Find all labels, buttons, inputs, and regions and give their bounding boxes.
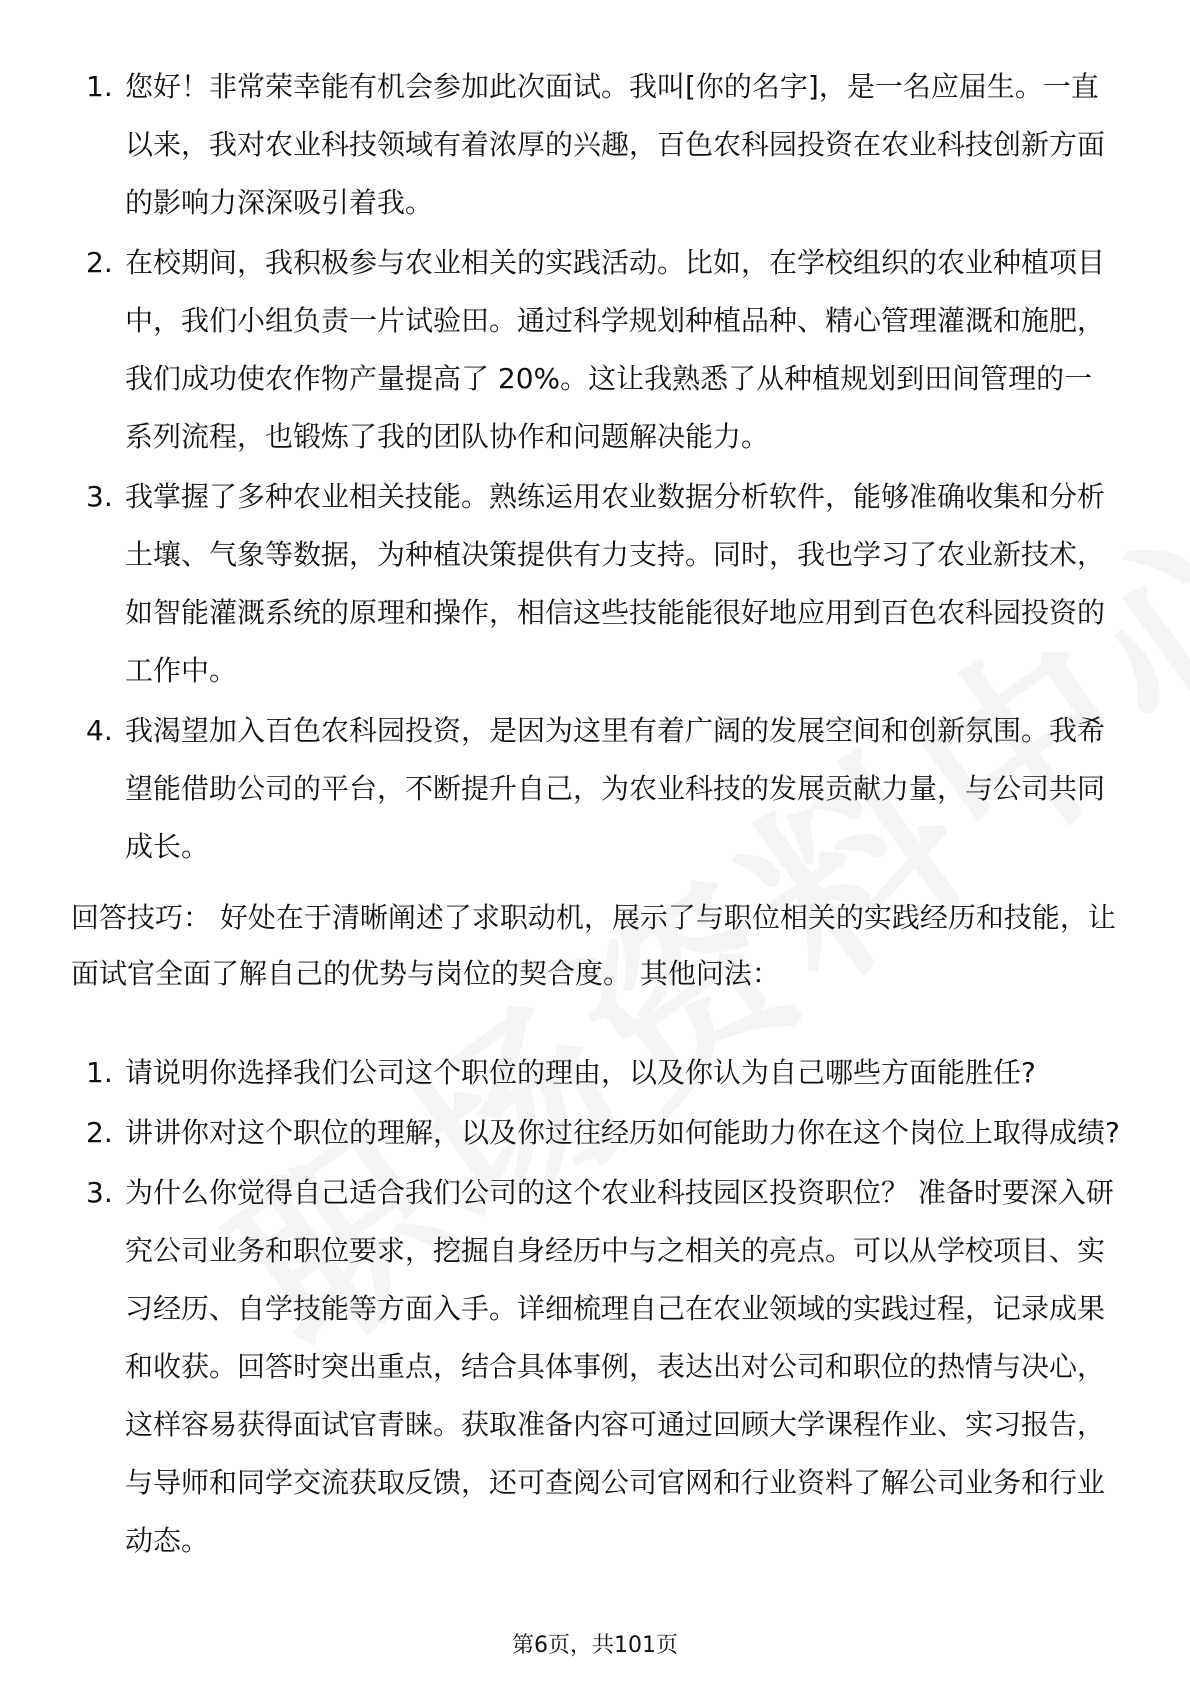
list-text: 为什么你觉得自己适合我们公司的这个农业科技园区投资职位？ 准备时要深入研究公司业务和职位要求，挖掘自身经历中与之相关的亮点。可以从学校项目、实习经历、自学技能等方面入手。详细梳理自己在农业领域的实践过程，记录成果和收获。回答时突出重点，结合具体事例，表达出对公司和职位的热情与决心，这样容易获得面试官青睐。获取准备内容可通过回顾大学课程作业、实习报告，与导师和同学交流获取反馈，还可查阅公司官网和行业资料了解公司业务和行业动态。 bbox=[125, 1176, 1114, 1557]
list-text: 在校期间，我积极参与农业相关的实践活动。比如，在学校组织的农业种植项目中，我们小组负责一片试验田。通过科学规划种植品种、精心管理灌溉和施肥，我们成功使农作物产量提高了 20%。这让我熟悉了从种植规划到田间管理的一系列流程，也锻炼了我的团队协作和问题解决能力。 bbox=[125, 246, 1106, 453]
list-number: 2. bbox=[86, 1116, 113, 1149]
list-number: 4. bbox=[86, 714, 113, 747]
list-number: 1. bbox=[86, 70, 113, 103]
list-text: 我掌握了多种农业相关技能。熟练运用农业数据分析软件，能够准确收集和分析土壤、气象等数据，为种植决策提供有力支持。同时，我也学习了农业新技术，如智能灌溉系统的原理和操作，相信这些技能能很好地应用到百色农科园投资的工作中。 bbox=[125, 480, 1106, 687]
answer-list bbox=[0, 58, 1120, 878]
list-item bbox=[0, 234, 1120, 466]
list-text: 您好！非常荣幸能有机会参加此次面试。我叫[你的名字]，是一名应届生。一直以来，我对农业科技领域有着浓厚的兴趣，百色农科园投资在农业科技创新方面的影响力深深吸引着我。 bbox=[125, 70, 1106, 219]
list-text: 我渴望加入百色农科园投资，是因为这里有着广阔的发展空间和创新氛围。我希望能借助公司的平台，不断提升自己，为农业科技的发展贡献力量，与公司共同成长。 bbox=[125, 714, 1106, 863]
list-text: 讲讲你对这个职位的理解，以及你过往经历如何能助力你在这个岗位上取得成绩? bbox=[125, 1116, 1120, 1149]
list-item bbox=[0, 468, 1120, 700]
list-number: 3. bbox=[86, 480, 113, 513]
list-text: 请说明你选择我们公司这个职位的理由，以及你认为自己哪些方面能胜任? bbox=[125, 1056, 1036, 1089]
list-number: 2. bbox=[86, 246, 113, 279]
list-item bbox=[0, 1104, 1120, 1162]
page-number: 第6页，共101页 bbox=[512, 1633, 678, 1658]
list-item bbox=[0, 1044, 1120, 1102]
list-item bbox=[0, 58, 1120, 232]
answer-tips-paragraph: 回答技巧： 好处在于清晰阐述了求职动机，展示了与职位相关的实践经历和技能，让面试官全面了解自己的优势与岗位的契合度。 其他问法： bbox=[71, 901, 1116, 990]
list-number: 1. bbox=[86, 1056, 113, 1089]
list-item bbox=[0, 1164, 1120, 1570]
other-questions-list bbox=[0, 1044, 1120, 1572]
list-item bbox=[0, 702, 1120, 876]
list-number: 3. bbox=[86, 1176, 113, 1209]
